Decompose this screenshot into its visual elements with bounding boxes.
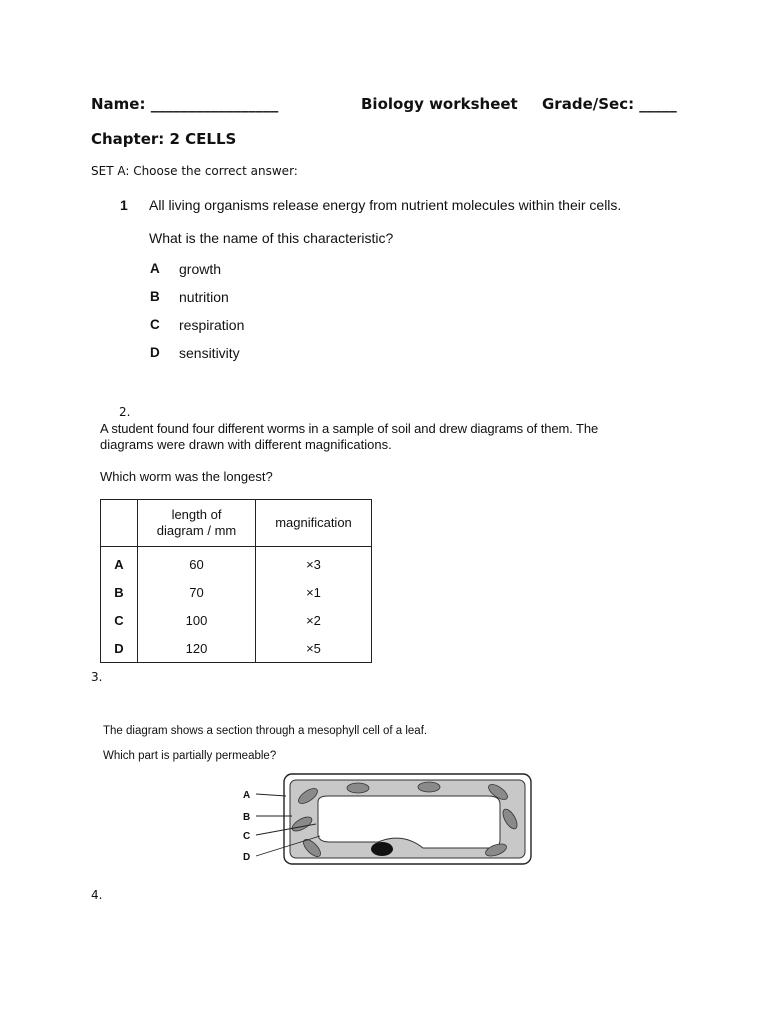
worm-table-corner <box>101 500 138 547</box>
option-c-letter: C <box>150 317 160 332</box>
option-c-text: respiration <box>179 317 245 333</box>
question-2-stem-line2: diagrams were drawn with different magnifications. <box>100 437 392 452</box>
row-label: A <box>101 547 138 579</box>
diagram-label-c: C <box>243 831 251 842</box>
name-field-label: Name: _________________ <box>91 95 279 113</box>
table-row <box>101 547 372 579</box>
chapter-heading: Chapter: 2 CELLS <box>91 130 237 148</box>
question-1-stem: All living organisms release energy from nutrient molecules within their cells. <box>149 197 622 213</box>
row-magnification: ×3 <box>256 547 372 579</box>
option-a-text: growth <box>179 261 222 277</box>
worm-table-length-header <box>138 500 256 547</box>
nucleus <box>371 842 393 856</box>
chloroplast <box>418 782 440 792</box>
mesophyll-cell-diagram <box>238 772 538 868</box>
diagram-label-b: B <box>243 812 251 823</box>
question-2-prompt: Which worm was the longest? <box>100 469 273 484</box>
row-label: B <box>101 578 138 606</box>
row-label: D <box>101 634 138 663</box>
worksheet-title: Biology worksheet <box>361 95 518 113</box>
question-3-number: 3. <box>91 670 103 684</box>
question-4-number: 4. <box>91 888 103 902</box>
option-a-letter: A <box>150 261 160 276</box>
option-b-text: nutrition <box>179 289 229 305</box>
worm-table-magnification-header: magnification <box>256 500 372 547</box>
option-b-letter: B <box>150 289 160 304</box>
row-length: 60 <box>138 547 256 579</box>
question-1-prompt: What is the name of this characteristic? <box>149 230 394 246</box>
question-3-prompt: Which part is partially permeable? <box>103 750 277 762</box>
set-instruction: SET A: Choose the correct answer: <box>91 164 298 178</box>
option-d-letter: D <box>150 345 160 360</box>
length-header-line1: length of <box>171 507 222 522</box>
row-length: 120 <box>138 634 256 663</box>
table-row <box>101 606 372 634</box>
chloroplast <box>347 783 369 793</box>
option-d-text: sensitivity <box>179 345 240 361</box>
worm-table <box>100 499 372 663</box>
row-length: 100 <box>138 606 256 634</box>
question-1-number: 1 <box>120 197 128 213</box>
worm-table-header <box>101 500 372 547</box>
row-magnification: ×1 <box>256 578 372 606</box>
diagram-label-d: D <box>243 852 251 863</box>
diagram-label-a: A <box>243 790 251 801</box>
question-2-number: 2. <box>119 405 131 419</box>
question-2-stem-line1: A student found four different worms in a sample of soil and drew diagrams of them. The <box>100 421 599 436</box>
grade-field-label: Grade/Sec: _____ <box>542 95 677 113</box>
table-row <box>101 578 372 606</box>
length-header-line2: diagram / mm <box>156 523 237 538</box>
label-line-a <box>256 794 286 796</box>
vacuole <box>318 796 500 848</box>
question-3-stem: The diagram shows a section through a mesophyll cell of a leaf. <box>103 725 428 737</box>
table-row <box>101 634 372 663</box>
row-length: 70 <box>138 578 256 606</box>
row-magnification: ×2 <box>256 606 372 634</box>
row-label: C <box>101 606 138 634</box>
row-magnification: ×5 <box>256 634 372 663</box>
